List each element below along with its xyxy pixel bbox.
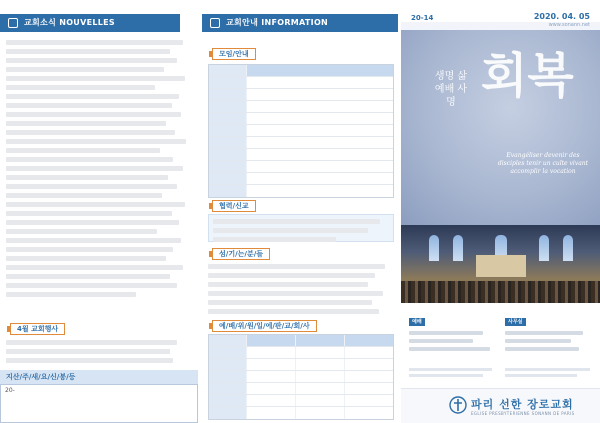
worship-metro — [409, 365, 501, 377]
info-icon — [210, 18, 220, 28]
cover-panel — [401, 0, 600, 423]
staff-list — [208, 264, 394, 318]
website-url: www.sonann.net — [548, 22, 590, 28]
worship-box — [208, 214, 394, 242]
cover-french-text: Evangéliser devenir des disciples tenir un culte vivant accomplir la vocation — [497, 152, 589, 175]
news-header-label: 교회소식 NOUVELLES — [24, 18, 115, 27]
events-list — [6, 340, 192, 367]
church-name: 파리 선한 장로교회 — [471, 398, 574, 411]
issue-date: 2020. 04. 05 — [533, 12, 590, 21]
cover-title-big: 회복 — [481, 48, 574, 104]
staff-tab — [212, 248, 270, 260]
volunteer-tab — [212, 320, 317, 332]
news-icon — [8, 18, 18, 28]
volunteer-tab-label: 예/배/위/원/일/에/판/교/회/사 — [219, 322, 310, 330]
news-body — [6, 40, 192, 301]
office-metro — [505, 365, 597, 377]
info-header-label: 교회안내 INFORMATION — [226, 18, 329, 27]
info-header — [202, 14, 398, 32]
office-address-tag: 사무실 — [505, 318, 526, 326]
issue-code: 20-14 — [411, 14, 434, 22]
meeting-table — [208, 64, 394, 198]
church-photo — [401, 225, 600, 303]
worship-address-tag: 예배 — [409, 318, 425, 326]
news-header — [0, 14, 180, 32]
volunteer-table — [208, 334, 394, 420]
church-logo-icon — [449, 396, 467, 414]
left-panel — [0, 0, 198, 423]
footer-field: 20- — [0, 384, 198, 423]
worship-tab-label: 협력/신교 — [219, 202, 249, 210]
events-tab — [10, 323, 65, 335]
events-tab-label: 4월 교회행사 — [17, 325, 59, 333]
staff-tab-label: 섬/기/는/분/들 — [219, 250, 264, 258]
meeting-tab-label: 모임/안내 — [219, 50, 249, 58]
footer-label: 지산/주/새/요/신/봉/등 — [0, 370, 198, 384]
meeting-tab — [212, 48, 256, 60]
cover-title-vertical: 생명 삶 예배 사명 — [434, 71, 468, 108]
worship-tab — [212, 200, 256, 212]
church-name-fr: EGLISE PRESBYTERIENNE SONANN DE PARIS — [471, 411, 575, 416]
middle-panel — [202, 0, 398, 423]
